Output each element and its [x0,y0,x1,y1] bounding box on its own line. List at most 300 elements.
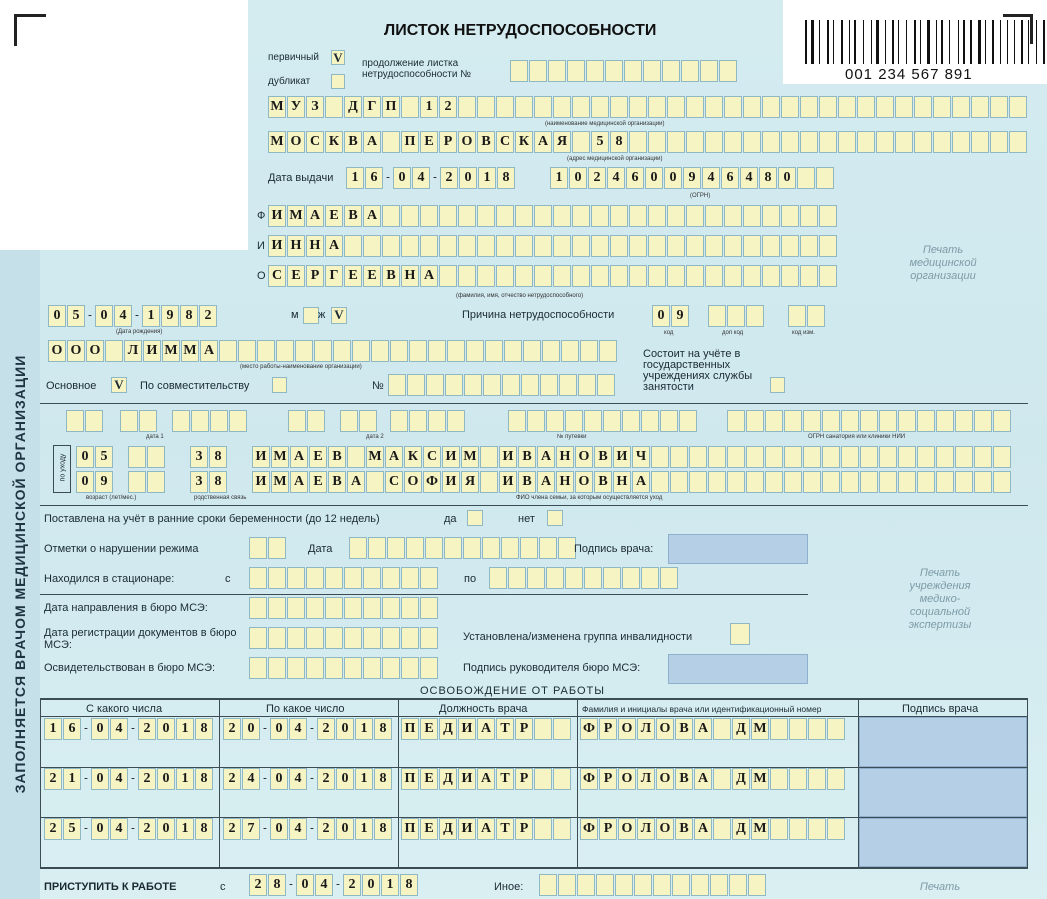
char-cell[interactable] [591,205,609,227]
char-cell[interactable] [770,818,788,840]
char-cell[interactable]: Е [420,718,438,740]
char-cell[interactable] [603,410,621,432]
char-cell[interactable]: Р [599,768,617,790]
char-cell[interactable]: И [613,446,631,468]
char-cell[interactable]: Л [637,768,655,790]
char-cell[interactable] [128,471,146,493]
char-cell[interactable]: 1 [44,718,62,740]
char-cell[interactable]: Е [309,446,327,468]
char-cell[interactable]: И [143,340,161,362]
char-cell[interactable] [268,627,286,649]
char-cell[interactable] [819,131,837,153]
char-cell[interactable] [128,446,146,468]
char-cell[interactable] [713,718,731,740]
char-cell[interactable] [401,597,419,619]
char-cell[interactable]: 1 [346,167,364,189]
char-cell[interactable] [746,471,764,493]
mse-head-signature-area[interactable] [668,654,808,684]
char-cell[interactable] [765,446,783,468]
surname-field[interactable] [268,205,838,227]
char-cell[interactable] [629,265,647,287]
char-cell[interactable] [567,60,585,82]
char-cell[interactable]: Л [637,818,655,840]
char-cell[interactable]: 4 [110,718,128,740]
char-cell[interactable] [219,340,237,362]
char-cell[interactable]: А [694,768,712,790]
char-cell[interactable] [540,374,558,396]
char-cell[interactable] [605,60,623,82]
char-cell[interactable]: - [289,878,293,890]
char-cell[interactable] [808,718,826,740]
first-name-field[interactable] [268,235,838,257]
char-cell[interactable]: А [477,718,495,740]
char-cell[interactable]: А [325,235,343,257]
char-cell[interactable]: 4 [740,167,758,189]
char-cell[interactable]: 8 [209,471,227,493]
char-cell[interactable] [629,131,647,153]
char-cell[interactable]: 1 [420,96,438,118]
char-cell[interactable]: А [363,205,381,227]
char-cell[interactable] [515,205,533,227]
char-cell[interactable] [482,537,500,559]
char-cell[interactable]: - [131,822,135,834]
char-cell[interactable]: И [252,471,270,493]
char-cell[interactable]: 2 [223,818,241,840]
char-cell[interactable] [249,657,267,679]
char-cell[interactable]: 1 [176,768,194,790]
char-cell[interactable]: И [458,718,476,740]
char-cell[interactable] [344,657,362,679]
char-cell[interactable] [667,235,685,257]
char-cell[interactable] [553,96,571,118]
char-cell[interactable] [363,567,381,589]
char-cell[interactable] [447,410,465,432]
char-cell[interactable] [860,446,878,468]
release-row1-position[interactable] [401,718,572,740]
char-cell[interactable] [359,410,377,432]
char-cell[interactable] [800,235,818,257]
char-cell[interactable] [388,374,406,396]
char-cell[interactable] [784,446,802,468]
char-cell[interactable]: 4 [110,768,128,790]
char-cell[interactable] [401,96,419,118]
char-cell[interactable]: А [537,446,555,468]
char-cell[interactable]: - [263,772,267,784]
other-field[interactable] [539,874,767,896]
char-cell[interactable] [700,60,718,82]
char-cell[interactable]: М [271,471,289,493]
char-cell[interactable] [643,60,661,82]
char-cell[interactable]: С [423,446,441,468]
char-cell[interactable] [577,874,595,896]
char-cell[interactable] [816,167,834,189]
duplicate-checkbox[interactable] [331,74,345,89]
char-cell[interactable] [306,627,324,649]
char-cell[interactable]: П [401,718,419,740]
char-cell[interactable] [822,471,840,493]
char-cell[interactable] [420,657,438,679]
char-cell[interactable] [914,96,932,118]
char-cell[interactable]: О [656,818,674,840]
char-cell[interactable] [542,340,560,362]
char-cell[interactable] [306,597,324,619]
char-cell[interactable]: 0 [91,718,109,740]
char-cell[interactable]: К [515,131,533,153]
char-cell[interactable]: 8 [497,167,515,189]
char-cell[interactable]: Н [556,446,574,468]
char-cell[interactable]: И [252,446,270,468]
char-cell[interactable] [546,410,564,432]
char-cell[interactable] [615,874,633,896]
char-cell[interactable] [477,235,495,257]
char-cell[interactable]: 4 [315,874,333,896]
char-cell[interactable] [746,446,764,468]
char-cell[interactable] [729,874,747,896]
char-cell[interactable]: 8 [374,768,392,790]
char-cell[interactable]: И [442,471,460,493]
char-cell[interactable]: Т [496,818,514,840]
char-cell[interactable] [314,340,332,362]
char-cell[interactable] [409,340,427,362]
char-cell[interactable]: А [290,446,308,468]
birth-date-field[interactable] [48,305,218,327]
char-cell[interactable] [477,205,495,227]
char-cell[interactable] [784,410,802,432]
hospital-to-field[interactable] [489,567,679,589]
char-cell[interactable] [565,410,583,432]
char-cell[interactable]: О [656,768,674,790]
char-cell[interactable] [781,265,799,287]
release-row3-to[interactable] [223,818,393,840]
char-cell[interactable]: М [751,768,769,790]
char-cell[interactable] [952,131,970,153]
char-cell[interactable] [808,818,826,840]
char-cell[interactable] [439,235,457,257]
char-cell[interactable]: 0 [91,818,109,840]
sex-f-checkbox[interactable]: V [331,307,347,324]
char-cell[interactable]: В [518,471,536,493]
char-cell[interactable]: В [594,446,612,468]
char-cell[interactable]: 2 [249,874,267,896]
char-cell[interactable] [363,597,381,619]
char-cell[interactable] [727,305,745,327]
char-cell[interactable] [249,567,267,589]
release-row2-to[interactable] [223,768,393,790]
char-cell[interactable]: 0 [778,167,796,189]
char-cell[interactable] [496,235,514,257]
violation-code-field[interactable] [249,537,287,559]
char-cell[interactable]: - [336,878,340,890]
ogrn-field[interactable] [550,167,835,189]
char-cell[interactable] [534,235,552,257]
char-cell[interactable]: В [477,131,495,153]
char-cell[interactable] [857,96,875,118]
family2-relation-field[interactable] [190,471,228,493]
char-cell[interactable] [521,374,539,396]
char-cell[interactable]: 8 [195,768,213,790]
char-cell[interactable] [708,471,726,493]
char-cell[interactable] [439,265,457,287]
char-cell[interactable] [789,718,807,740]
char-cell[interactable] [679,410,697,432]
char-cell[interactable] [445,374,463,396]
char-cell[interactable]: 0 [76,446,94,468]
char-cell[interactable] [765,410,783,432]
char-cell[interactable]: И [268,235,286,257]
char-cell[interactable] [340,410,358,432]
char-cell[interactable] [501,537,519,559]
char-cell[interactable]: М [366,446,384,468]
char-cell[interactable] [971,96,989,118]
char-cell[interactable]: 8 [400,874,418,896]
char-cell[interactable] [898,471,916,493]
char-cell[interactable] [191,410,209,432]
char-cell[interactable] [710,874,728,896]
release-row2-from[interactable] [44,768,214,790]
char-cell[interactable] [466,340,484,362]
char-cell[interactable]: - [135,309,139,321]
char-cell[interactable] [325,597,343,619]
employer-field[interactable] [48,340,618,362]
disability-group-field[interactable] [730,623,750,645]
char-cell[interactable]: 1 [142,305,160,327]
hospital-from-field[interactable] [249,567,439,589]
char-cell[interactable] [827,718,845,740]
char-cell[interactable]: 4 [289,818,307,840]
char-cell[interactable] [914,131,932,153]
char-cell[interactable] [641,410,659,432]
char-cell[interactable]: В [675,718,693,740]
char-cell[interactable]: Ф [580,818,598,840]
char-cell[interactable]: 5 [591,131,609,153]
char-cell[interactable] [781,235,799,257]
char-cell[interactable] [349,537,367,559]
char-cell[interactable]: 9 [671,305,689,327]
char-cell[interactable]: З [306,96,324,118]
char-cell[interactable] [686,96,704,118]
char-cell[interactable]: А [363,131,381,153]
char-cell[interactable] [502,374,520,396]
char-cell[interactable] [496,96,514,118]
char-cell[interactable]: М [461,446,479,468]
char-cell[interactable] [784,471,802,493]
char-cell[interactable]: Д [732,768,750,790]
char-cell[interactable] [974,410,992,432]
char-cell[interactable] [807,305,825,327]
char-cell[interactable] [762,96,780,118]
char-cell[interactable] [387,537,405,559]
char-cell[interactable] [572,205,590,227]
char-cell[interactable] [955,446,973,468]
violation-date-field[interactable] [349,537,577,559]
char-cell[interactable] [610,205,628,227]
release-row3-signature[interactable] [859,818,1027,867]
char-cell[interactable]: 2 [138,768,156,790]
char-cell[interactable] [797,167,815,189]
char-cell[interactable] [762,131,780,153]
primary-checkbox[interactable]: V [331,50,345,65]
char-cell[interactable]: Д [344,96,362,118]
char-cell[interactable] [670,446,688,468]
char-cell[interactable] [382,235,400,257]
char-cell[interactable]: П [401,818,419,840]
char-cell[interactable]: Н [306,235,324,257]
char-cell[interactable]: 2 [317,768,335,790]
char-cell[interactable]: - [263,822,267,834]
char-cell[interactable]: П [401,131,419,153]
char-cell[interactable] [955,410,973,432]
char-cell[interactable] [667,205,685,227]
char-cell[interactable]: И [442,446,460,468]
char-cell[interactable] [268,657,286,679]
char-cell[interactable]: 0 [336,718,354,740]
char-cell[interactable] [803,410,821,432]
char-cell[interactable]: 1 [355,718,373,740]
char-cell[interactable] [496,265,514,287]
char-cell[interactable] [596,874,614,896]
char-cell[interactable] [515,96,533,118]
char-cell[interactable] [691,874,709,896]
char-cell[interactable]: 3 [190,446,208,468]
char-cell[interactable] [480,471,498,493]
char-cell[interactable]: В [675,768,693,790]
char-cell[interactable] [548,60,566,82]
char-cell[interactable]: 2 [138,718,156,740]
char-cell[interactable] [599,340,617,362]
char-cell[interactable] [800,131,818,153]
char-cell[interactable] [565,567,583,589]
char-cell[interactable] [629,205,647,227]
char-cell[interactable] [993,446,1011,468]
char-cell[interactable] [553,768,571,790]
char-cell[interactable] [876,131,894,153]
char-cell[interactable] [363,627,381,649]
char-cell[interactable] [210,410,228,432]
char-cell[interactable]: Т [496,768,514,790]
char-cell[interactable]: А [477,768,495,790]
char-cell[interactable] [686,235,704,257]
char-cell[interactable]: 0 [296,874,314,896]
char-cell[interactable]: У [287,96,305,118]
char-cell[interactable]: Е [344,265,362,287]
char-cell[interactable] [762,205,780,227]
char-cell[interactable]: О [618,718,636,740]
char-cell[interactable]: В [594,471,612,493]
char-cell[interactable] [724,96,742,118]
char-cell[interactable] [648,205,666,227]
char-cell[interactable]: О [67,340,85,362]
char-cell[interactable] [841,471,859,493]
char-cell[interactable]: Е [420,131,438,153]
char-cell[interactable]: 2 [343,874,361,896]
char-cell[interactable] [789,768,807,790]
char-cell[interactable] [428,410,446,432]
char-cell[interactable]: - [310,722,314,734]
char-cell[interactable] [724,265,742,287]
char-cell[interactable] [955,471,973,493]
char-cell[interactable]: 1 [355,818,373,840]
char-cell[interactable] [936,410,954,432]
char-cell[interactable] [425,537,443,559]
char-cell[interactable]: Н [401,265,419,287]
char-cell[interactable]: 1 [176,818,194,840]
char-cell[interactable] [439,205,457,227]
char-cell[interactable] [895,131,913,153]
char-cell[interactable] [743,205,761,227]
char-cell[interactable]: - [131,772,135,784]
char-cell[interactable] [401,235,419,257]
pregnancy-yes-checkbox[interactable] [467,510,483,526]
char-cell[interactable] [686,265,704,287]
char-cell[interactable] [347,446,365,468]
char-cell[interactable] [667,265,685,287]
char-cell[interactable] [477,96,495,118]
char-cell[interactable]: П [382,96,400,118]
char-cell[interactable]: Е [420,818,438,840]
char-cell[interactable]: Д [732,718,750,740]
char-cell[interactable] [382,597,400,619]
char-cell[interactable] [719,60,737,82]
char-cell[interactable] [333,340,351,362]
char-cell[interactable]: В [344,131,362,153]
char-cell[interactable] [534,265,552,287]
char-cell[interactable] [382,205,400,227]
release-row1-from[interactable] [44,718,214,740]
char-cell[interactable] [458,265,476,287]
char-cell[interactable] [708,305,726,327]
char-cell[interactable]: 0 [270,718,288,740]
char-cell[interactable] [841,446,859,468]
char-cell[interactable] [952,96,970,118]
char-cell[interactable] [705,205,723,227]
char-cell[interactable] [489,567,507,589]
char-cell[interactable] [781,131,799,153]
char-cell[interactable] [936,471,954,493]
char-cell[interactable]: М [181,340,199,362]
char-cell[interactable] [529,60,547,82]
char-cell[interactable]: 2 [223,718,241,740]
char-cell[interactable] [401,205,419,227]
issue-date-field[interactable] [346,167,516,189]
org-name-field[interactable] [268,96,1028,118]
char-cell[interactable]: Т [496,718,514,740]
char-cell[interactable]: А [537,471,555,493]
char-cell[interactable]: П [401,768,419,790]
part-time-number-field[interactable] [388,374,616,396]
char-cell[interactable]: - [131,722,135,734]
char-cell[interactable]: Д [439,718,457,740]
char-cell[interactable] [534,205,552,227]
char-cell[interactable] [803,471,821,493]
family2-age-field[interactable] [76,471,114,493]
char-cell[interactable] [523,340,541,362]
char-cell[interactable] [705,265,723,287]
char-cell[interactable]: 4 [114,305,132,327]
char-cell[interactable] [743,131,761,153]
char-cell[interactable] [651,446,669,468]
char-cell[interactable]: Н [613,471,631,493]
char-cell[interactable]: Р [599,818,617,840]
char-cell[interactable] [527,410,545,432]
char-cell[interactable] [553,718,571,740]
char-cell[interactable]: А [200,340,218,362]
release-row2-signature[interactable] [859,768,1027,817]
voucher-field[interactable] [508,410,698,432]
char-cell[interactable] [249,597,267,619]
char-cell[interactable] [584,410,602,432]
char-cell[interactable]: 1 [478,167,496,189]
char-cell[interactable] [662,60,680,82]
